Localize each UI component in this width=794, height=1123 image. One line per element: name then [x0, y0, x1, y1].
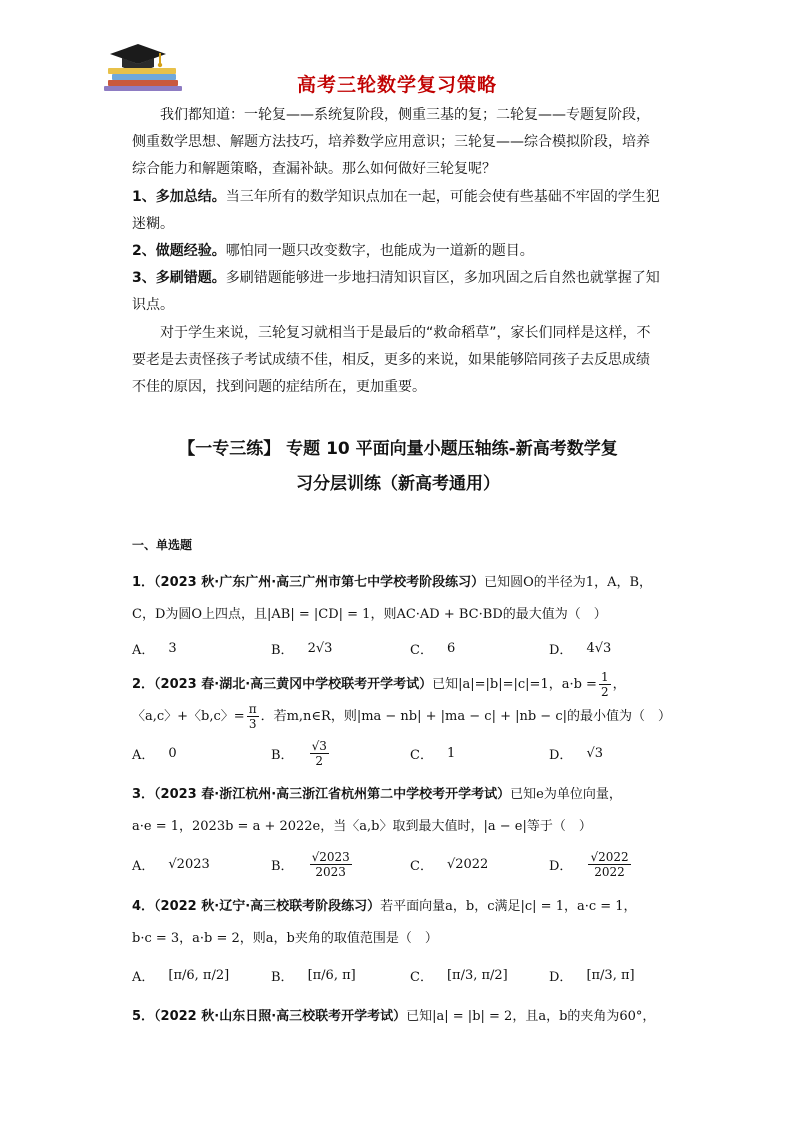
question-number: 1．	[132, 575, 155, 590]
question-number: 5．	[132, 1009, 155, 1024]
question-number: 2．	[132, 677, 155, 692]
question-2: 2．（2023 春·湖北·高三黄冈中学校联考开学考试）已知|a|=|b|=|c|=1，a·b = $\frac{1}{2}$ ， 〈a,c〉+〈b,c〉= $\frac{\pi}{3}$ ．若m,n∈R，则|ma − nb| + |ma − c| + |nb − c|的最小值为（ ） A． 0 B． $\frac{√3}{2}$ C． 1 D． √3	[132, 669, 672, 773]
option-b[interactable]: B． [π/6, π]	[271, 967, 356, 985]
option-c[interactable]: C． √2022	[410, 856, 489, 874]
question-text: ．若m,n∈R，则|ma − nb| + |ma − c| + |nb − c|的最小值为（ ）	[260, 709, 671, 724]
option-c[interactable]: C． 6	[410, 640, 456, 658]
options-row	[132, 955, 672, 995]
math-expression: AC·AD + BC·BD	[396, 607, 503, 622]
question-5	[132, 1001, 672, 1033]
option-d[interactable]: D． 4√3	[549, 640, 612, 658]
option-d[interactable]: D． $\frac{√2022}{2022}$	[549, 849, 629, 879]
tip-item	[132, 184, 662, 238]
question-text: 已知圆O的半径为1，A，B，	[484, 575, 653, 590]
options-row	[132, 733, 672, 773]
question-source: （2022 秋·山东日照·高三校联考开学考试）	[154, 1009, 407, 1024]
question-source: （2022 秋·辽宁·高三校联考阶段练习）	[154, 899, 381, 914]
tip-heading: 1、多加总结。	[132, 188, 226, 205]
section-title-line: 习分层训练（新高考通用）	[296, 474, 500, 494]
option-d[interactable]: D． √3	[549, 745, 603, 763]
tip-heading: 3、多刷错题。	[132, 270, 226, 287]
option-d[interactable]: D． [π/3, π]	[549, 967, 635, 985]
intro-block	[132, 102, 662, 401]
tip-item	[132, 265, 662, 319]
option-b[interactable]: B． 2√3	[271, 640, 333, 658]
fraction: $\frac{1}{2}$	[600, 670, 609, 699]
question-source: （2023 春·浙江杭州·高三浙江省杭州第二中学校考开学考试）	[154, 787, 511, 802]
tip-text: 当三年所有的数学知识点加在一起，可能会使有些基础不牢固的学生犯迷糊。	[132, 188, 660, 232]
question-3	[132, 779, 672, 885]
question-text: 若平面向量a，b，c满足|c| = 1，a·c = 1，	[380, 899, 637, 914]
question-text: 已知|a|=|b|=|c|=1，a·b =	[432, 677, 597, 692]
tip-text: 哪怕同一题只改变数字，也能成为一道新的题目。	[225, 243, 534, 260]
question-4	[132, 891, 672, 995]
option-a[interactable]: A． 3	[132, 640, 177, 658]
options-row	[132, 631, 672, 665]
section-title-line: 【一专三练】 专题 10 平面向量小题压轴练-新高考数学复	[178, 439, 618, 459]
question-number: 3．	[132, 787, 155, 802]
option-a[interactable]: A． [π/6, π/2]	[132, 967, 230, 985]
options-row	[132, 843, 672, 885]
question-text: 已知|a| = |b| = 2，且a，b的夹角为60°，	[406, 1009, 656, 1024]
question-1	[132, 567, 672, 665]
tip-item	[132, 238, 662, 265]
page-title: 高考三轮数学复习策略	[296, 74, 497, 96]
option-c[interactable]: C． 1	[410, 745, 456, 763]
section-title	[128, 432, 668, 502]
question-text: 〈a,c〉+〈b,c〉=	[132, 709, 245, 724]
question-list	[132, 536, 672, 1033]
option-b[interactable]: B． $\frac{√3}{2}$	[271, 738, 327, 768]
tip-heading: 2、做题经验。	[132, 243, 226, 260]
question-source: （2023 春·湖北·高三黄冈中学校联考开学考试）	[154, 677, 433, 692]
option-a[interactable]: A． 0	[132, 745, 177, 763]
tip-text: 多刷错题能够进一步地扫清知识盲区，多加巩固之后自然也就掌握了知识点。	[132, 270, 660, 314]
fraction: $\frac{\pi}{3}$	[248, 702, 257, 731]
question-text: 已知e为单位向量，	[510, 787, 622, 802]
part-heading: 一、单选题	[132, 538, 193, 552]
intro-paragraph: 我们都知道：一轮复——系统复阶段，侧重三基的复；二轮复——专题复阶段，侧重数学思想、解题方法技巧，培养数学应用意识；三轮复——综合模拟阶段，培养综合能力和解题策略，查漏补缺。那么如何做好三轮复呢？	[132, 107, 650, 178]
question-text: 的最大值为（ ）	[502, 607, 607, 622]
question-text: C，D为圆O上四点，且|AB| = |CD| = 1，则	[132, 607, 397, 622]
question-text: a·e = 1，2023b = a + 2022e，当〈a,b〉取到最大值时，|a − e|等于（ ）	[132, 819, 592, 834]
option-c[interactable]: C． [π/3, π/2]	[410, 967, 508, 985]
question-source: （2023 秋·广东广州·高三广州市第七中学校考阶段练习）	[154, 575, 485, 590]
option-b[interactable]: B． $\frac{√2023}{2023}$	[271, 849, 350, 879]
question-number: 4．	[132, 899, 155, 914]
question-text: b·c = 3，a·b = 2，则a，b夹角的取值范围是（ ）	[132, 931, 438, 946]
intro-paragraph: 对于学生来说，三轮复习就相当于是最后的“救命稻草”，家长们同样是这样，不要老是去责怪孩子考试成绩不佳，相反，更多的来说，如果能够陪同孩子去反思成绩不佳的原因，找到问题的症结所在，更加重要。	[132, 324, 651, 396]
option-a[interactable]: A． √2023	[132, 856, 210, 874]
